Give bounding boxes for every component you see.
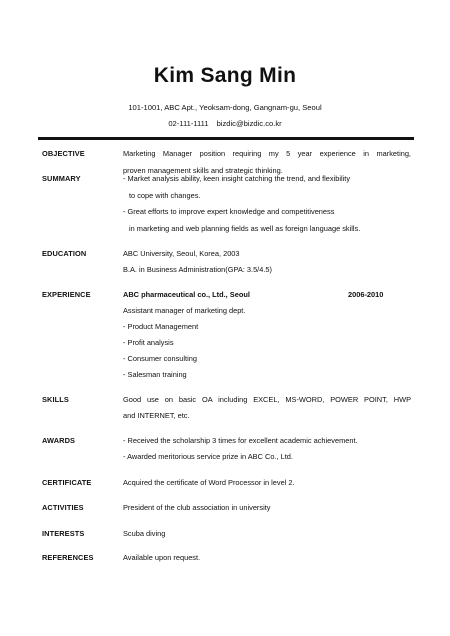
education-line-2: B.A. in Business Administration(GPA: 3.5/4.5) bbox=[123, 265, 272, 274]
section-label-awards: AWARDS bbox=[42, 436, 76, 445]
section-label-summary: SUMMARY bbox=[42, 174, 81, 183]
address: 101-1001, ABC Apt., Yeoksam-dong, Gangnam-gu, Seoul bbox=[128, 103, 322, 112]
experience-position: Assistant manager of marketing dept. bbox=[123, 306, 246, 315]
section-label-objective: OBJECTIVE bbox=[42, 149, 85, 158]
objective-text-1: Marketing Manager position requiring my 5 year experience in marketing, bbox=[123, 149, 411, 158]
phone: 02-111-1111 bbox=[168, 119, 209, 128]
summary-line-2: to cope with changes. bbox=[129, 191, 201, 200]
experience-duty-1: - Product Management bbox=[123, 322, 199, 331]
education-line-1: ABC University, Seoul, Korea, 2003 bbox=[123, 249, 240, 258]
summary-line-3: - Great efforts to improve expert knowledge and competitiveness bbox=[123, 207, 335, 216]
skills-line-2: and INTERNET, etc. bbox=[123, 411, 190, 420]
experience-company: ABC pharmaceutical co., Ltd., Seoul bbox=[123, 290, 250, 299]
certificate-text: Acquired the certificate of Word Processor in level 2. bbox=[123, 478, 295, 487]
section-label-education: EDUCATION bbox=[42, 249, 87, 258]
experience-duty-3: - Consumer consulting bbox=[123, 354, 197, 363]
skills-line-1: Good use on basic OA including EXCEL, MS-WORD, POWER POINT, HWP bbox=[123, 395, 411, 404]
applicant-name: Kim Sang Min bbox=[153, 64, 297, 87]
objective-text-2: proven management skills and strategic thinking. bbox=[123, 166, 283, 175]
experience-duty-4: - Salesman training bbox=[123, 370, 187, 379]
section-label-skills: SKILLS bbox=[42, 395, 69, 404]
section-label-interests: INTERESTS bbox=[42, 529, 85, 538]
awards-line-2: - Awarded meritorious service prize in ABC Co., Ltd. bbox=[123, 452, 293, 461]
experience-dates: 2006-2010 bbox=[348, 290, 384, 299]
header-divider bbox=[38, 137, 414, 140]
contact-line bbox=[0, 119, 450, 128]
section-label-activities: ACTIVITIES bbox=[42, 503, 84, 512]
activities-text: President of the club association in university bbox=[123, 503, 271, 512]
section-label-certificate: CERTIFICATE bbox=[42, 478, 92, 487]
awards-line-1: - Received the scholarship 3 times for excellent academic achievement. bbox=[123, 436, 358, 445]
summary-line-1: - Market analysis ability, keen insight catching the trend, and flexibility bbox=[123, 174, 351, 183]
section-label-references: REFERENCES bbox=[42, 553, 94, 562]
references-text: Available upon request. bbox=[123, 553, 201, 562]
email: bizdic@bizdic.co.kr bbox=[216, 119, 282, 128]
interests-text: Scuba diving bbox=[123, 529, 166, 538]
summary-line-4: in marketing and web planning fields as well as foreign language skills. bbox=[129, 224, 361, 233]
experience-duty-2: - Profit analysis bbox=[123, 338, 174, 347]
section-label-experience: EXPERIENCE bbox=[42, 290, 91, 299]
